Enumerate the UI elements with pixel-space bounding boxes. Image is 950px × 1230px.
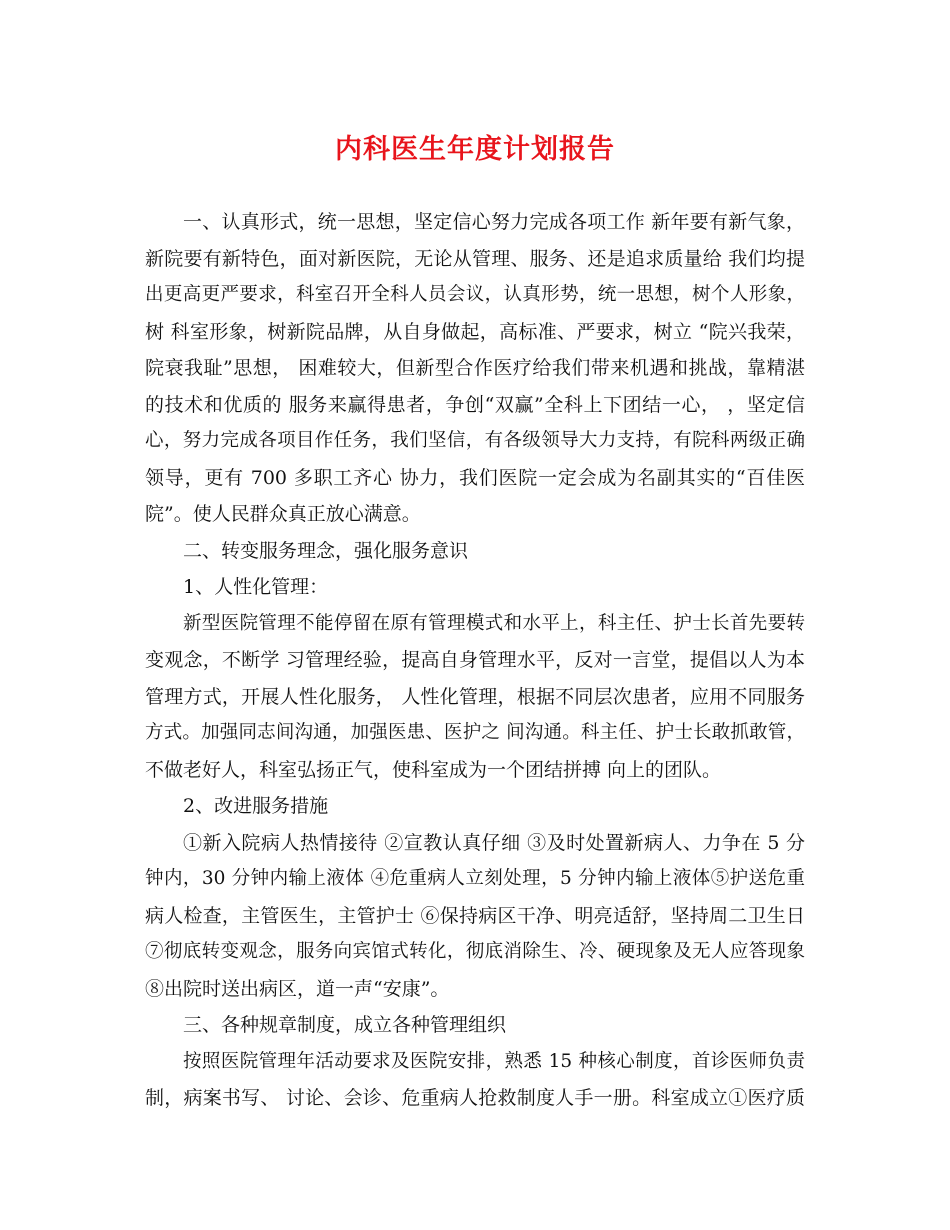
document-body	[145, 204, 805, 1117]
body-text-line: 制，病案书写、 讨论、会诊、危重病人抢救制度人手一册。科室成立①医疗质	[145, 1087, 805, 1109]
body-text-line: 领导，更有 700 多职工齐心 协力，我们医院一定会成为名副其实的“百佳医	[145, 466, 805, 489]
body-text-line: 三、各种规章制度，成立各种管理组织	[183, 1014, 507, 1036]
body-text-line: 按照医院管理年活动要求及医院安排，熟悉 15 种核心制度，首诊医师负责	[183, 1050, 805, 1072]
body-text-line: 病人检查，主管医生，主管护士 ⑥保持病区干净、明亮适舒，坚持周二卫生日	[145, 904, 805, 927]
body-text-line: ⑧出院时送出病区，道一声“安康”。	[145, 977, 450, 1000]
body-text-line: 一、认真形式，统一思想，坚定信心努力完成各项工作 新年要有新气象，	[183, 211, 805, 233]
body-text-line: ⑦彻底转变观念，服务向宾馆式转化，彻底消除生、冷、硬现象及无人应答现象	[145, 941, 805, 962]
body-text-line: 出更高更严要求，科室召开全科人员会议，认真形势，统一思想，树个人形象，	[145, 284, 805, 305]
document-title: 内科医生年度计划报告	[335, 134, 615, 165]
body-text-line: 心，努力完成各项目作任务，我们坚信，有各级领导大力支持，有院科两级正确	[145, 430, 805, 451]
body-text-line: 2、改进服务措施	[183, 795, 329, 817]
body-text-line: 的技术和优质的 服务来赢得患者，争创“双赢”全科上下团结一心， ，坚定信	[145, 393, 805, 416]
body-text-line: 1、人性化管理：	[183, 576, 329, 598]
body-text-line: 院”。使人民群众真正放心满意。	[145, 503, 421, 525]
body-text-line: 新型医院管理不能停留在原有管理模式和水平上，科主任、护士长首先要转	[183, 612, 805, 634]
body-text-line: 不做老好人，科室弘扬正气，使科室成为一个团结拼搏 向上的团队。	[145, 758, 722, 781]
body-text-line: 管理方式，开展人性化服务， 人性化管理，根据不同层次患者，应用不同服务	[145, 685, 805, 708]
body-text-line: 钟内，30 分钟内输上液体 ④危重病人立刻处理，5 分钟内输上液体⑤护送危重	[145, 868, 805, 889]
body-text-line: 新院要有新特色，面对新医院，无论从管理、服务、还是追求质量给 我们均提	[145, 247, 805, 270]
body-text-line: ①新入院病人热情接待 ②宣教认真仔细 ③及时处置新病人、力争在 5 分	[183, 831, 805, 854]
body-text-line: 院衰我耻”思想， 困难较大，但新型合作医疗给我们带来机遇和挑战，靠精湛	[145, 357, 805, 379]
body-text-line: 二、转变服务理念，强化服务意识	[183, 539, 469, 562]
body-text-line: 变观念，不断学 习管理经验，提高自身管理水平，反对一言堂，提倡以人为本	[145, 649, 805, 671]
body-text-line: 方式。加强同志间沟通，加强医患、医护之 间沟通。科主任、护士长敢抓敢管，	[145, 722, 805, 743]
body-text-line: 树 科室形象，树新院品牌，从自身做起，高标准、严要求，树立 “院兴我荣，	[145, 320, 805, 343]
